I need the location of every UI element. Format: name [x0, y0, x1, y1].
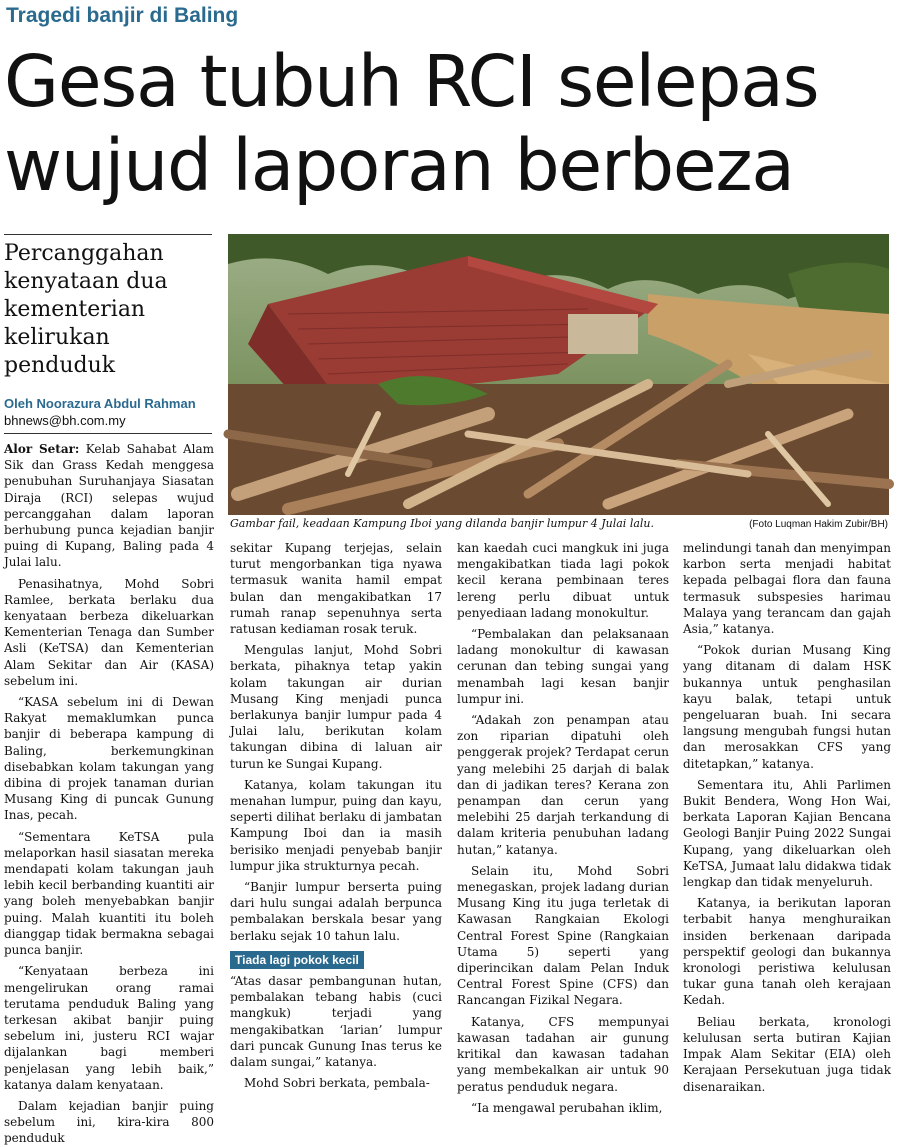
paragraph: Mohd Sobri berkata, pembala- [244, 1076, 430, 1091]
paragraph: “Sementara KeTSA pula melaporkan hasil siasatan mereka mendapati kolam takungan jauh lebih kecil berbanding kuantiti air yang boleh menyebabkan banjir puing. Malah kuantiti itu boleh dianggap tidak bermakna sebagai punca banjir. [4, 829, 214, 958]
photo-credit: (Foto Luqman Hakim Zubir/BH) [749, 519, 888, 530]
paragraph: “Banjir lumpur berserta puing dari hulu sungai adalah berpunca pembalakan berskala besar yang berlaku sejak 10 tahun lalu. [230, 880, 442, 943]
news-photo [228, 234, 889, 515]
paragraph: “Pokok durian Musang King yang ditanam di dalam HSK bukannya untuk penghasilan kayu balak, tetapi untuk pengeluaran buah. Ini secara langsung mengubah fungsi hutan dan merosakkan CFS yang ditetapkan,” katanya. [683, 643, 891, 771]
section-kicker: Tragedi banjir di Baling [6, 4, 239, 27]
article-column-4 [683, 540, 891, 1094]
paragraph: Penasihatnya, Mohd Sobri Ramlee, berkata berlaku dua kenyataan berbeza dikeluarkan Kementerian Tenaga dan Sumber Asli (KeTSA) dan Kementerian Alam Sekitar dan Air (KASA) sebelum ini. [4, 576, 214, 688]
paragraph: “KASA sebelum ini di Dewan Rakyat memaklumkan punca banjir di beberapa kampung di Baling, berkemungkinan disebabkan kolam takungan yang dibina di projek tanaman durian Musang King di puncak Gunung Inas, pecah. [4, 695, 214, 823]
paragraph: Mengulas lanjut, Mohd Sobri berkata, pihaknya tetap yakin kolam takungan air durian Musang King menjadi punca berlakunya banjir lumpur pada 4 Julai lalu, berikutan kolam takungan dibina di laluan air turun ke Sungai Kupang. [230, 643, 442, 771]
paragraph: “Pembalakan dan pelaksanaan ladang monokultur di kawasan cerunan dan tebing sungai yang menambah lagi kesan banjir lumpur ini. [457, 627, 669, 706]
photo-caption: Gambar fail, keadaan Kampung Iboi yang dilanda banjir lumpur 4 Julai lalu. [230, 517, 654, 530]
article-column-1 [4, 441, 214, 1146]
paragraph: Katanya, ia berikutan laporan terbabit hanya menghuraikan insiden berkenaan daripada perspektif geologi dan bukannya kronologi peristiwa kelulusan tukar guna tanah oleh kerajaan Kedah. [683, 896, 891, 1008]
paragraph: “Kenyataan berbeza ini mengelirukan orang ramai terutama penduduk Baling yang terkesan akibat banjir puing sebelum ini, justeru RCI wajar dijalankan bagi memberi penjelasan yang lebih baik,” katanya dalam kenyataan. [4, 964, 214, 1092]
lead-paragraph [4, 441, 214, 571]
paragraph: Selain itu, Mohd Sobri menegaskan, projek ladang durian Musang King itu juga terletak di Kawasan Rangkaian Ekologi Central Forest Spine (Rangkaian Utama 5) seperti yang diperincikan dalam Pelan Induk Central Forest Spine (CFS) dan Rancangan Fizikal Negara. [457, 863, 669, 1008]
paragraph: Dalam kejadian banjir puing sebelum ini, kira-kira 800 penduduk [4, 1098, 214, 1146]
article-column-2 [230, 540, 442, 1091]
paragraph: Sementara itu, Ahli Parlimen Bukit Bendera, Wong Hon Wai, berkata Laporan Kajian Bencana Geologi Banjir Puing 2022 Sungai Kupang, yang dikeluarkan oleh KeTSA, Jumaat lalu didakwa tidak lengkap dan tidak menyeluruh. [683, 777, 891, 890]
paragraph: Beliau berkata, kronologi kelulusan serta butiran Kajian Impak Alam Sekitar (EIA) oleh Kerajaan Persekutuan juga tidak disenaraikan. [683, 1014, 891, 1094]
article-column-3 [457, 540, 669, 1115]
paragraph: “Adakah zon penampan atau zon riparian dipatuhi oleh penggerak projek? Terdapat cerun yang melebihi 25 darjah di balak dan di jadikan teres? Kerana zon penampan dan cerun yang melebihi 25 darjah terkandung di dalam kriteria penubuhan ladang hutan,” katanya. [457, 713, 669, 857]
paragraph: sekitar Kupang terjejas, selain turut mengorbankan tiga nyawa termasuk wanita hamil empat bulan dan mengakibatkan 17 rumah ranap sepenuhnya serta ratusan kediaman rosak teruk. [230, 541, 442, 637]
subheadline: Percanggahan kenyataan dua kementerian kelirukan penduduk [4, 241, 168, 378]
headline: Gesa tubuh RCI selepas wujud laporan berbeza [4, 40, 819, 207]
divider [4, 433, 212, 434]
paragraph: “Atas dasar pembangunan hutan, pembalakan tebang habis (cuci mangkuk) terjadi yang mengakibatkan ‘larian’ lumpur dari puncak Gunung Inas terus ke dalam sungai,” katanya. [230, 974, 442, 1070]
section-heading: Tiada lagi pokok kecil [230, 951, 364, 969]
paragraph: Katanya, CFS mempunyai kawasan tadahan air gunung kritikal dan kawasan tadahan yang membekalkan air untuk 90 peratus penduduk negara. [457, 1014, 669, 1094]
flood-scene-illustration [228, 234, 889, 515]
paragraph: Katanya, kolam takungan itu menahan lumpur, puing dan kayu, seperti dilihat berlaku di jambatan Kampung Iboi dan ia masih berisiko menjadi penyebab banjir lumpur jika strukturnya pecah. [230, 777, 442, 873]
lead-text: Kelab Sahabat Alam Sik dan Grass Kedah menggesa penubuhan Suruhanjaya Siasatan Diraja (RCI) selepas wujud percanggahan dalam laporan berhubung punca kejadian banjir puing di Kupang, Baling pada 4 Julai lalu. [4, 442, 214, 570]
paragraph: melindungi tanah dan menyimpan karbon serta menjadi habitat kepada pelbagai flora dan fauna termasuk subspesies harimau Malaya yang terancam dan gajah Asia,” katanya. [683, 541, 891, 637]
dateline: Alor Setar: [4, 442, 80, 456]
divider [4, 234, 212, 235]
paragraph: “Ia mengawal perubahan iklim, [471, 1100, 663, 1115]
paragraph: kan kaedah cuci mangkuk ini juga mengakibatkan tiada lagi pokok kecil kerana pembinaan teres lereng perlu dibuat untuk penyediaan ladang monokultur. [457, 541, 669, 620]
byline: Oleh Noorazura Abdul Rahman [4, 396, 196, 411]
author-email: bhnews@bh.com.my [4, 413, 126, 428]
